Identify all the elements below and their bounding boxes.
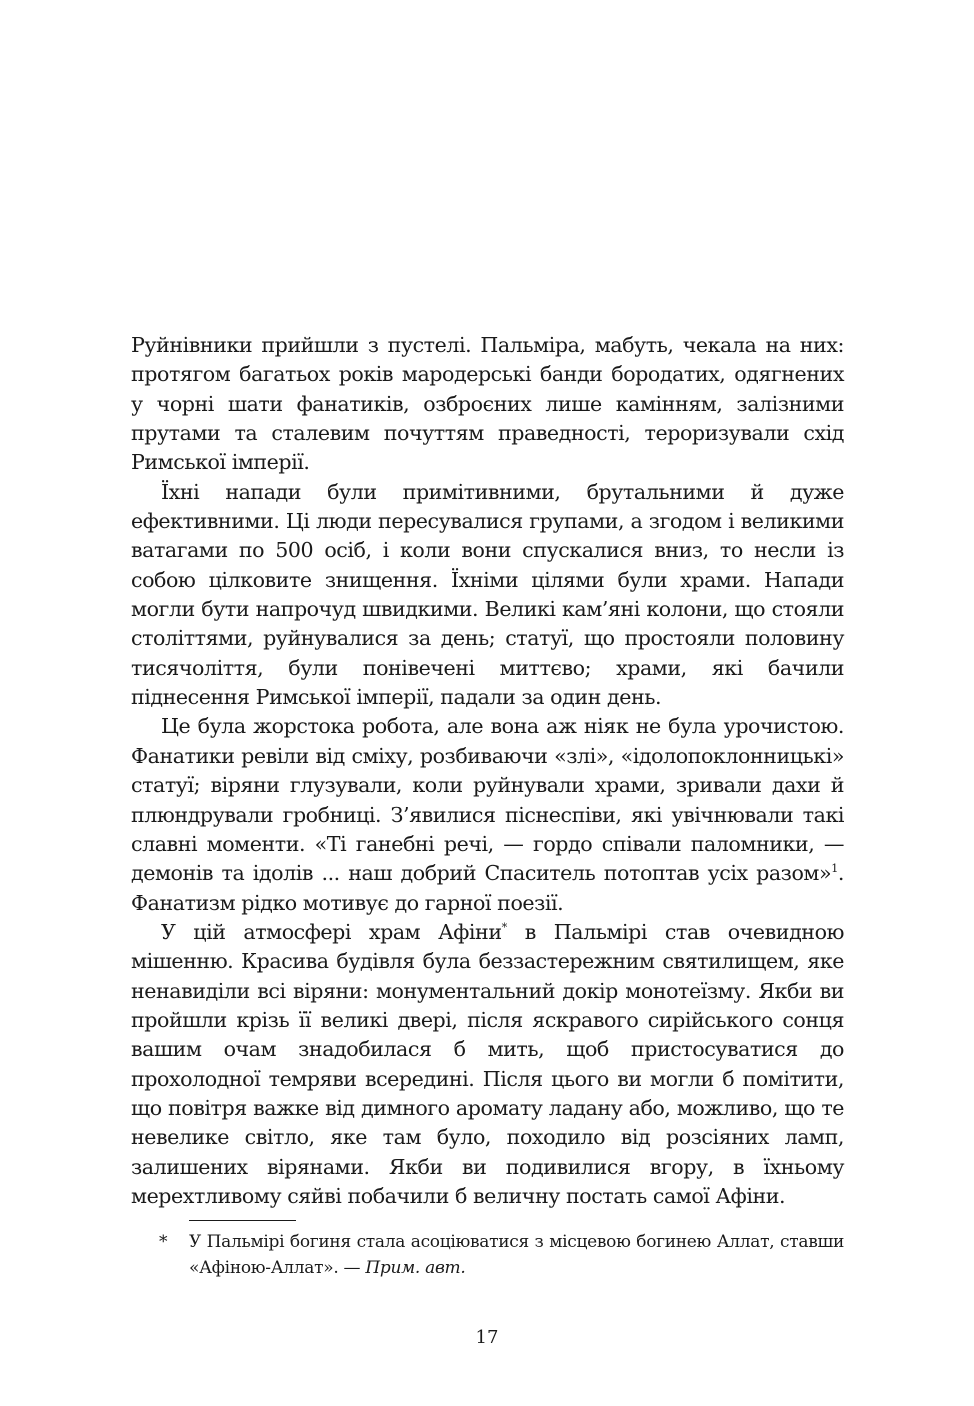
footnote-author-note: Прим. авт. bbox=[365, 1257, 466, 1278]
paragraph-2: Їхні напади були примітивними, брутальними й дуже ефективними. Ці люди пересувалися групами, а згодом і великими ватагами по 500 осіб, і коли вони спускалися вниз, то несли із собою цілковите знищення. Їхніми цілями були храми. Напади могли бути напрочуд швидкими. Великі кам’яні колони, що стояли століттями, руйнувалися за день; статуї, що простояли половину тисячоліття, були понівечені миттєво; храми, які бачили піднесення Римської імперії, падали за один день. bbox=[131, 479, 844, 710]
footnote-text: У Пальмірі богиня стала асоціюватися з місцевою богинею Аллат, ставши «Афіною-Аллат». — bbox=[189, 1232, 844, 1278]
page-number: 17 bbox=[475, 1327, 499, 1348]
footnote-marker: * bbox=[159, 1232, 168, 1252]
paragraph-3-text: Це була жорстока робота, але вона аж ніяк не була урочистою. Фанатики ревіли від сміху, розбиваючи «злі», «ідолопоклонницькі» статуї; віряни глузували, коли руйнували храми, зривали дахи й плюндрували гробниці. З’явилися піснеспіви, які увічнювали такі славні моменти. «Ті ганебні речі, — гордо співали паломники, — демонів та ідолів ... наш добрий Спаситель потоптав усіх разом» bbox=[131, 714, 844, 886]
footnote-body bbox=[189, 1230, 844, 1281]
paragraph-4-text: У цій атмосфері храм Афіни bbox=[161, 919, 502, 944]
paragraph-3-text-continued: . Фанатизм рідко мотивує до гарної поезії. bbox=[131, 861, 844, 915]
footnote-reference-asterisk: * bbox=[501, 919, 507, 934]
paragraph-4-text-continued: в Пальмірі став очевидною мішенню. Красива будівля була беззастережним святилищем, яке ненавиділи всі віряни: монументальний докір монотеїзму. Якби ви пройшли крізь її великі двері, після яскравого сирійського сонця вашим очам знадобилася б мить, щоб пристосуватися до прохолодної темряви всередині. Після цього ви могли б помітити, що повітря важке від димного аромату ладану або, можливо, що те невелике світло, яке там було, походило від розсіяних ламп, залишених вірянами. Якби ви подивилися вгору, в їхньому мерехтливому сяйві побачили б величну постать самої Афіни. bbox=[131, 919, 844, 1208]
paragraph-1: Руйнівники прийшли з пустелі. Пальміра, мабуть, чекала на них: протягом багатьох років мародерські банди бородатих, одягнених у чорні шати фанатиків, озброєних лише камінням, залізними прутами та сталевим почуттям праведності, тероризували схід Римської імперії. bbox=[131, 333, 844, 475]
footnote-separator bbox=[189, 1220, 296, 1221]
body-text bbox=[131, 331, 844, 1211]
paragraph-4 bbox=[131, 918, 844, 1211]
endnote-reference-1: 1 bbox=[831, 861, 838, 876]
paragraph-3 bbox=[131, 712, 844, 917]
footnote bbox=[131, 1230, 844, 1281]
